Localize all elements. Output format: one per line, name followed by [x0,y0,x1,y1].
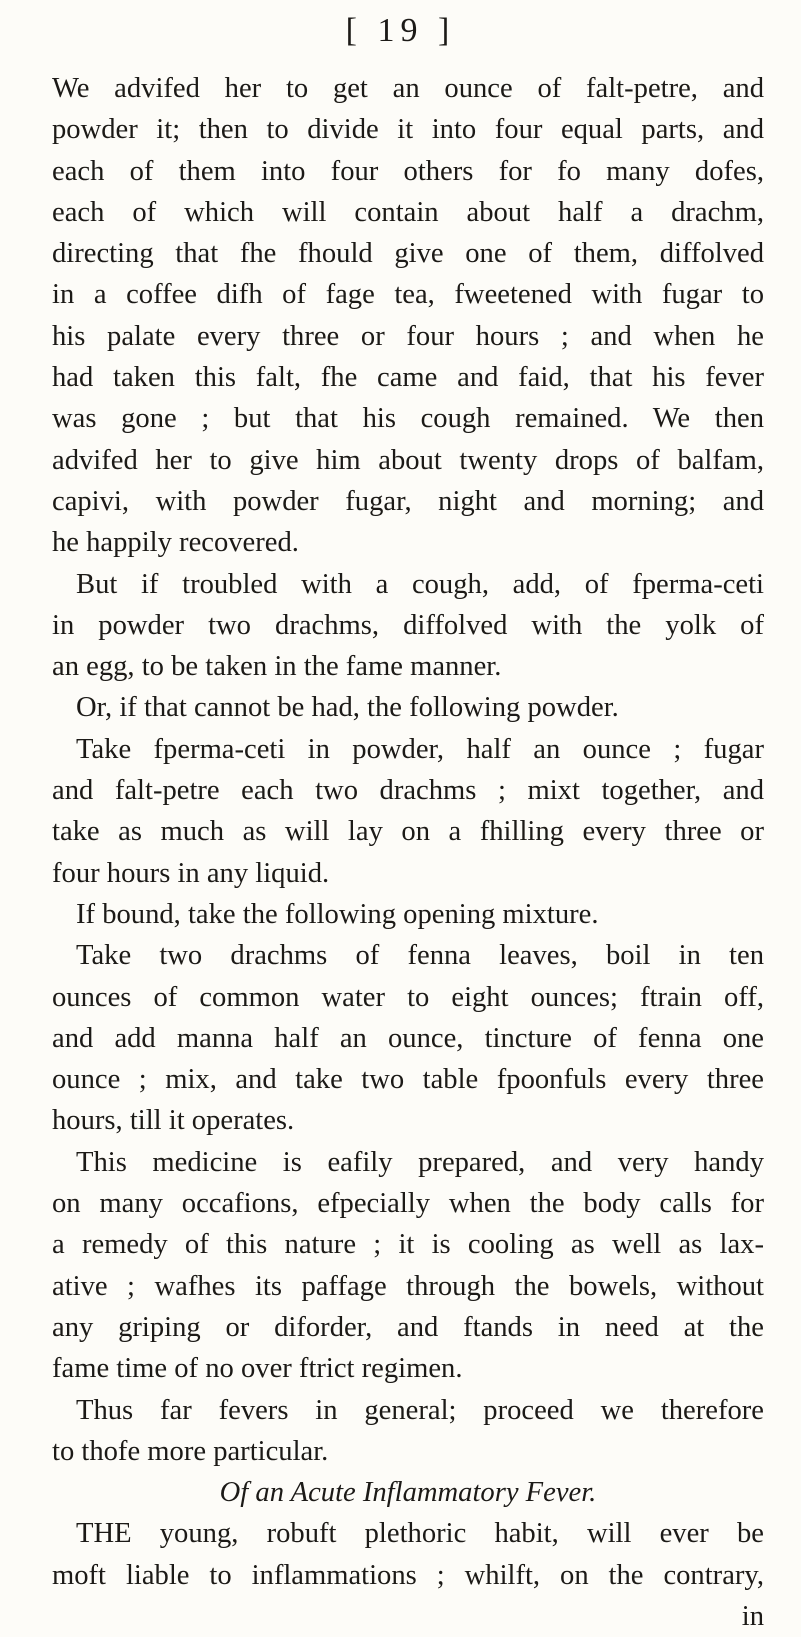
text-line: directing that fhe fhould give one of them, diffolved [52,238,764,270]
section-heading: Of an Acute Inflammatory Fever. [219,1477,597,1509]
text-line: If bound, take the following opening mixture. [76,898,599,930]
text-line: take as much as will lay on a fhilling every three or [52,816,764,848]
text-line: We advifed her to get an ounce of falt-petre, and [52,73,764,104]
text-line: moft liable to inflammations ; whilft, on the contrary, [52,1559,764,1591]
body-text [52,68,764,1637]
text-line: ounces of common water to eight ounces; ftrain off, [52,981,764,1013]
text-line: advifed her to give him about twenty drops of balfam, [52,444,764,476]
text-line: and falt-petre each two drachms ; mixt together, and [52,775,764,807]
text-line: had taken this falt, fhe came and faid, that his fever [52,362,764,394]
text-line: he happily recovered. [52,527,299,559]
text-line: on many occafions, efpecially when the body calls for [52,1188,764,1220]
text-line: Take fperma-ceti in powder, half an ounce ; fugar [76,733,764,765]
text-line: was gone ; but that his cough remained. We then [52,403,764,435]
text-line: capivi, with powder fugar, night and morning; and [52,485,764,517]
text-line: in powder two drachms, diffolved with the yolk of [52,609,764,641]
text-line: an egg, to be taken in the fame manner. [52,651,502,683]
text-line: to thofe more particular. [52,1435,329,1467]
text-line: ative ; wafhes its paffage through the bowels, without [52,1270,764,1302]
text-line: and add manna half an ounce, tincture of fenna one [52,1022,764,1054]
text-line: any griping or diforder, and ftands in need at the [52,1311,764,1343]
text-line: ounce ; mix, and take two table fpoonfuls every three [52,1064,764,1096]
text-line: his palate every three or four hours ; and when he [52,320,764,352]
text-line: powder it; then to divide it into four equal parts, and [52,114,764,146]
text-line: hours, till it operates. [52,1105,295,1137]
page-number: [ 19 ] [345,12,456,49]
text-line: each of them into four others for fo many dofes, [52,155,764,187]
text-line: Take two drachms of fenna leaves, boil in ten [76,940,764,972]
text-line: in a coffee difh of fage tea, fweetened with fugar to [52,279,764,311]
text-line: Or, if that cannot be had, the following powder. [76,692,619,724]
catchword: in [741,1600,764,1632]
text-line: This medicine is eafily prepared, and very handy [76,1146,764,1178]
text-line: a remedy of this nature ; it is cooling as well as lax- [52,1229,764,1261]
text-line: But if troubled with a cough, add, of fperma-ceti [76,568,764,600]
text-line: each of which will contain about half a drachm, [52,196,764,228]
text-line: Thus far fevers in general; proceed we therefore [76,1394,764,1426]
text-line: four hours in any liquid. [52,857,330,889]
text-line: fame time of no over ftrict regimen. [52,1353,463,1385]
text-line: THE young, robuft plethoric habit, will ever be [76,1518,764,1550]
